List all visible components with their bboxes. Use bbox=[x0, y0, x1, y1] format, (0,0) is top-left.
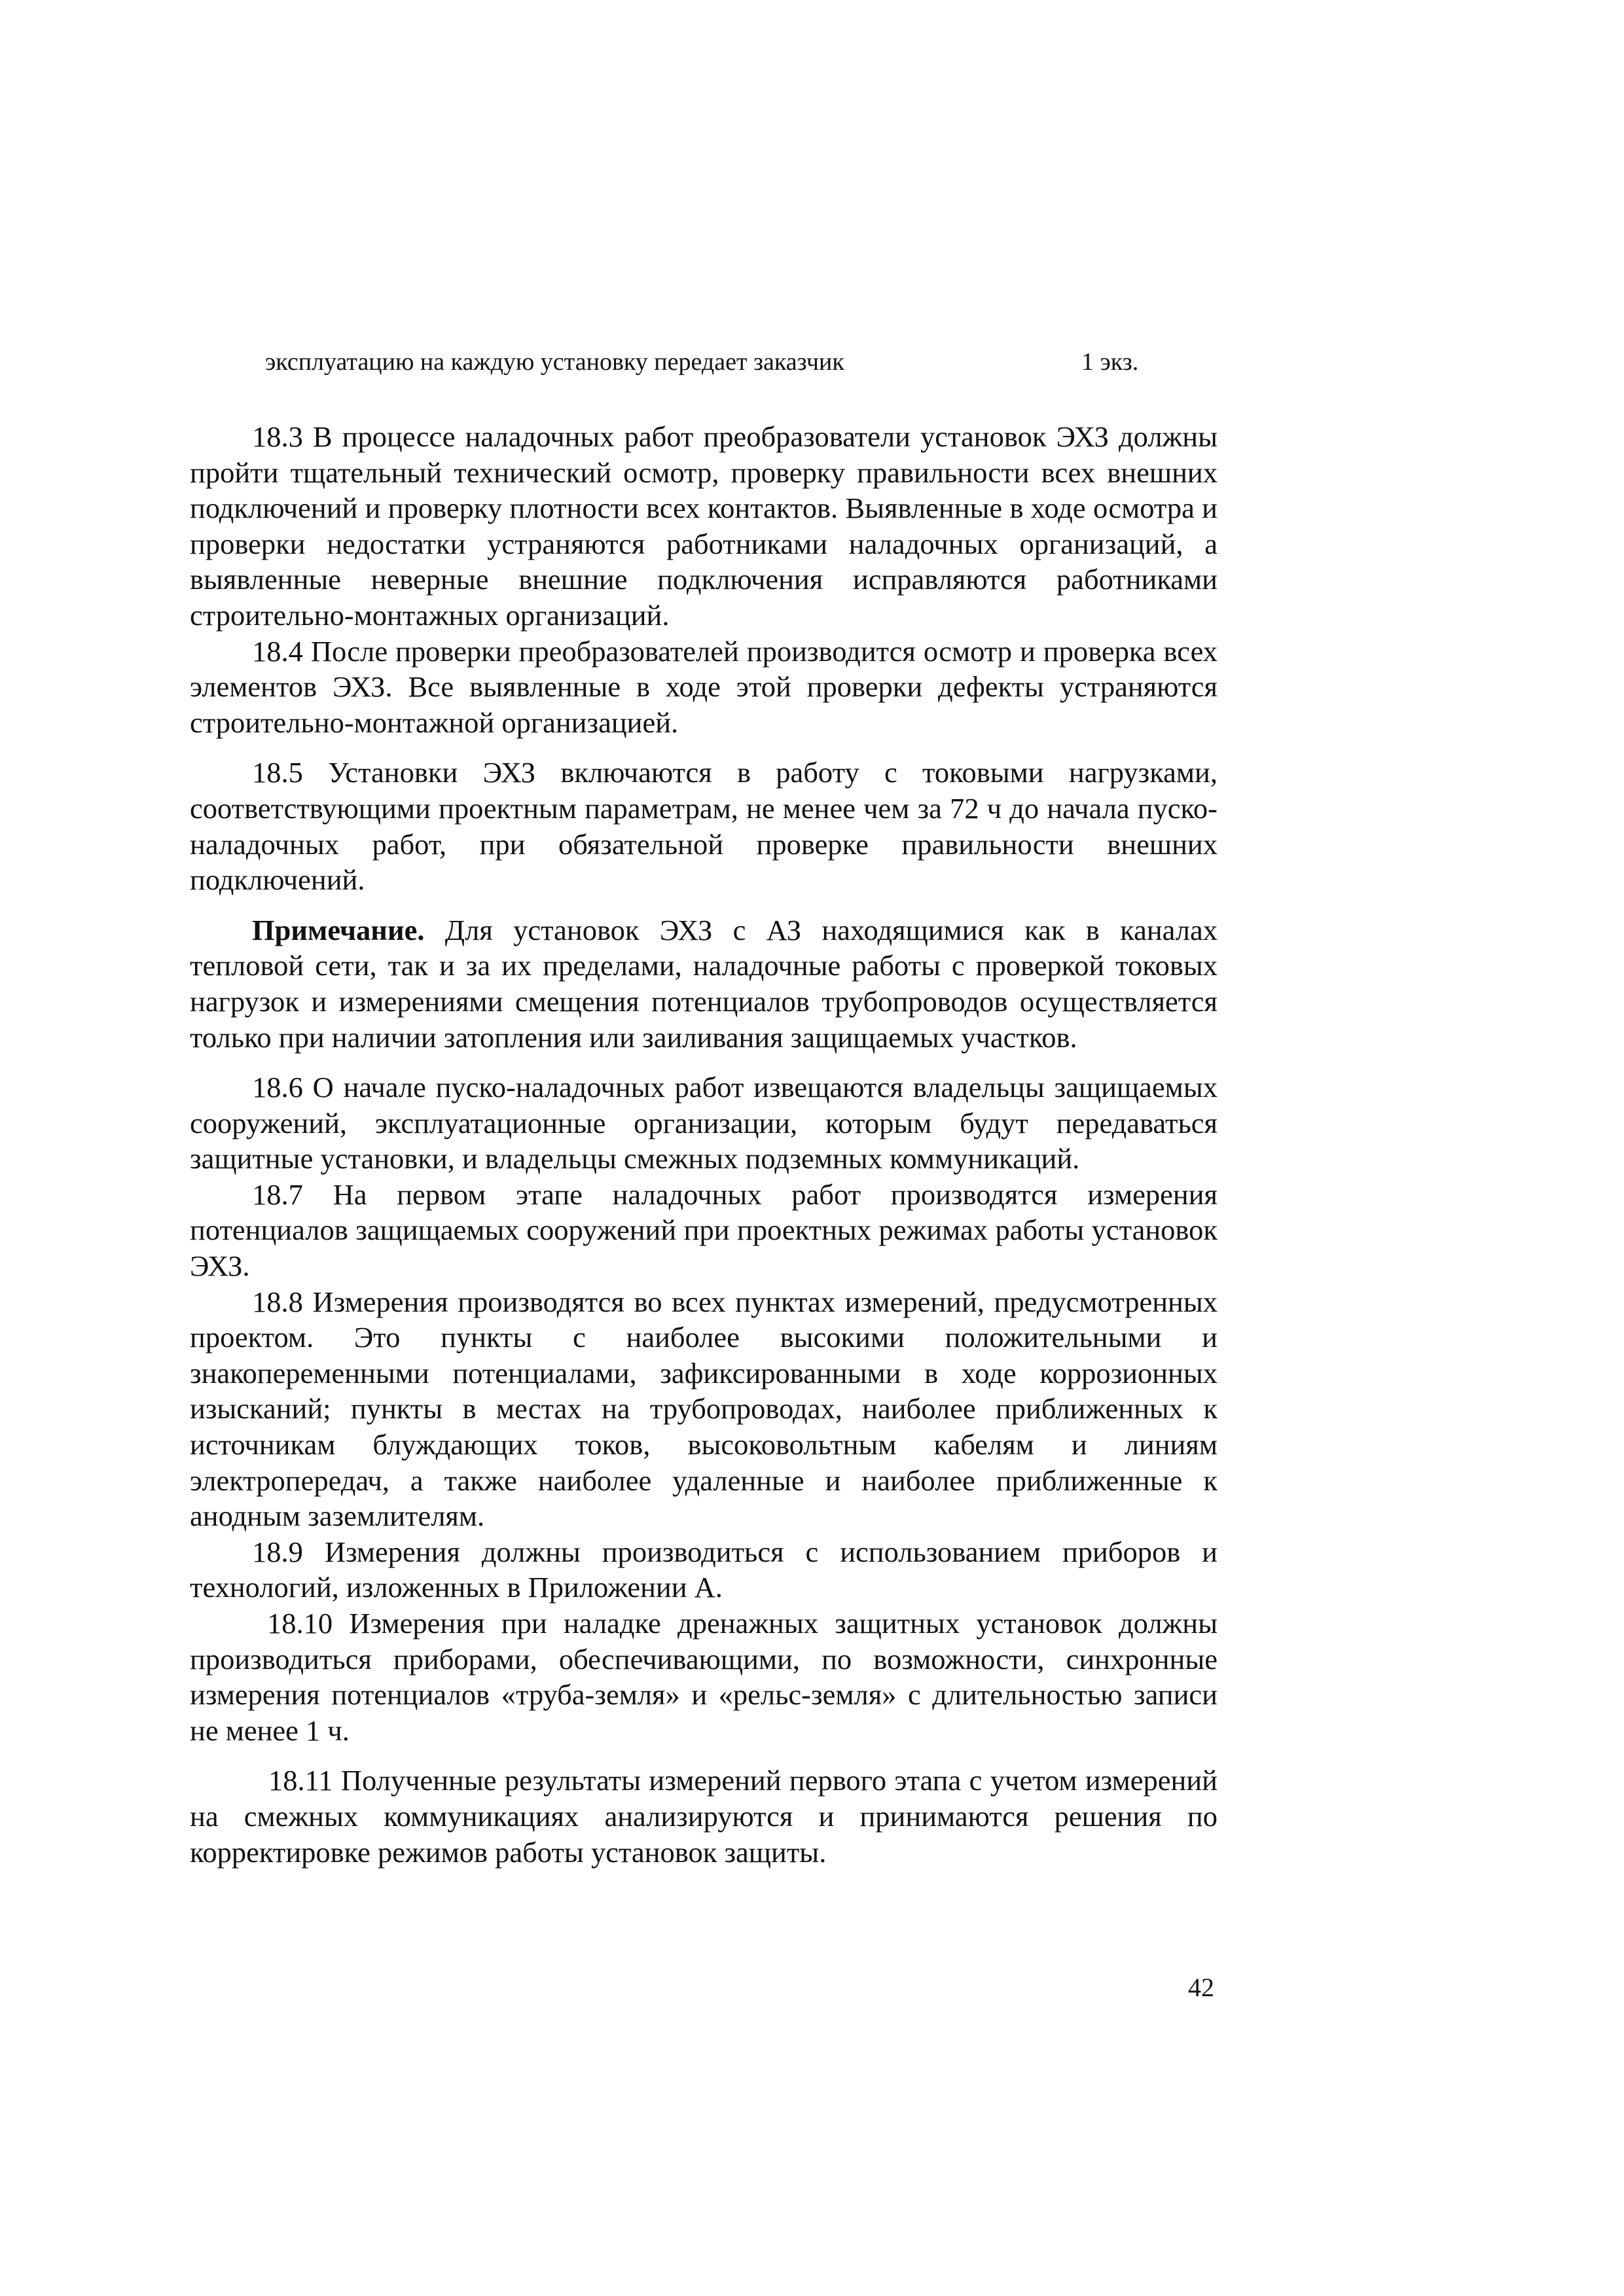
carryover-text: эксплуатацию на каждую установку передает заказчик bbox=[265, 348, 844, 376]
paragraph-18-3: 18.3 В процессе наладочных работ преобразователи установок ЭХЗ должны пройти тщательный технический осмотр, проверку правильности всех внешних подключений и проверку плотности всех контактов. Выявленные в ходе осмотра и проверки недостатки устраняются работниками наладочных организаций, а выявленные неверные внешние подключения исправляются работниками строительно-монтажных организаций. bbox=[190, 420, 1218, 632]
paragraph-18-5: 18.5 Установки ЭХЗ включаются в работу с токовыми нагрузками, соответствующими проектным параметрам, не менее чем за 72 ч до начала пуско-наладочных работ, при обязательной проверке правильности внешних подключений. bbox=[190, 756, 1218, 897]
page-number: 42 bbox=[1188, 1973, 1214, 2002]
paragraph-18-7: 18.7 На первом этапе наладочных работ производятся измерения потенциалов защищаемых сооружений при проектных режимах работы установок ЭХЗ. bbox=[190, 1177, 1218, 1283]
paragraph-18-9: 18.9 Измерения должны производиться с использованием приборов и технологий, изложенных в Приложении А. bbox=[190, 1535, 1218, 1604]
paragraph-18-6: 18.6 О начале пуско-наладочных работ извещаются владельцы защищаемых сооружений, эксплуатационные организации, которым будут передаваться защитные установки, и владельцы смежных подземных коммуникаций. bbox=[190, 1071, 1218, 1175]
note-paragraph bbox=[190, 912, 1218, 1055]
paragraph-18-10: 18.10 Измерения при наладке дренажных защитных установок должны производиться приборами, обеспечивающими, по возможности, синхронные измерения потенциалов «труба-земля» и «рельс-земля» с длительностью записи не менее 1 ч. bbox=[190, 1607, 1218, 1747]
paragraph-18-8: 18.8 Измерения производятся во всех пунктах измерений, предусмотренных проектом. Это пункты с наиболее высокими положительными и знакопеременными потенциалами, зафиксированными в ходе коррозионных изысканий; пункты в местах на трубопроводах, наиболее приближенных к источникам блуждающих токов, высоковольтным кабелям и линиям электропередач, а также наиболее удаленные и наиболее приближенные к анодным заземлителям. bbox=[190, 1285, 1218, 1533]
carryover-line bbox=[265, 346, 1146, 378]
carryover-amount: 1 экз. bbox=[1081, 348, 1139, 376]
note-text: Для установок ЭХЗ с АЗ находящимися как в каналах тепловой сети, так и за их пределами, наладочные работы с проверкой токовых нагрузок и измерениями смещения потенциалов трубопроводов осуществляется только при наличии затопления или заиливания защищаемых участков. bbox=[190, 913, 1218, 1054]
paragraph-18-11: 18.11 Полученные результаты измерений первого этапа с учетом измерений на смежных коммуникациях анализируются и принимаются решения по корректировке режимов работы установок защиты. bbox=[190, 1764, 1218, 1869]
document-body bbox=[190, 419, 1218, 1870]
note-label: Примечание. bbox=[252, 913, 425, 946]
paragraph-18-4: 18.4 После проверки преобразователей производится осмотр и проверка всех элементов ЭХЗ. Все выявленные в ходе этой проверки дефекты устраняются строительно-монтажной организацией. bbox=[190, 634, 1218, 739]
